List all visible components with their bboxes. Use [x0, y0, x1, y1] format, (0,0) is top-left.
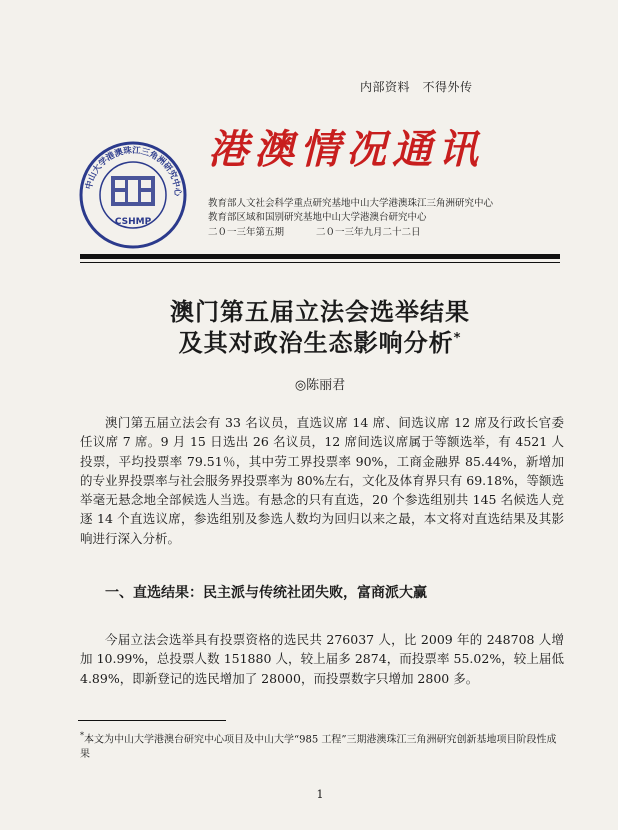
header-rule-thin: [80, 262, 560, 263]
section-heading-1: 一、直选结果：民主派与传统社团失败，富商派大赢: [105, 585, 427, 601]
masthead-title: 港澳情况通讯: [208, 126, 484, 173]
footnote: [80, 728, 564, 762]
body-paragraph-1: 澳门第五届立法会有 33 名议员，直选议席 14 席、间选议席 12 席及行政长官委任议席 7 席。9 月 15 日选出 26 名议员，12 席间选议席属于等额选举，有 4521 人投票，平均投票率 79.51％，其中劳工界投票率 90%，工商金融界 85.44%，新增加的专业界投票率与社会服务界投票率为 80%左右，文化及体育界只有 69.18%，等额选举毫无悬念地全部候选人当选。有悬念的只有直选，20 个参选组别共 145 名候选人竞逐 14 个直选议席，参选组别及参选人数均为回归以来之最，本文将对直选结果及其影响进行深入分析。: [80, 415, 564, 546]
institution-line-1: 教育部人文社会科学重点研究基地中山大学港澳珠江三角洲研究中心: [208, 198, 494, 209]
title-footnote-mark: *: [453, 331, 462, 346]
article-title-line-1: 澳门第五届立法会选举结果: [170, 298, 470, 326]
footnote-rule: [78, 720, 226, 721]
page-number: 1: [316, 788, 324, 801]
classification-label: 内部资料 不得外传: [360, 80, 473, 94]
issue-number: 二０一三年第五期: [208, 227, 285, 238]
body-paragraph-2: 今届立法会选举具有投票资格的选民共 276037 人，比 2009 年的 248708 人增加 10.99%，总投票人数 151880 人，较上届多 2874，而投票率 55.02%，较上届低 4.89%，即新登记的选民增加了 28000，而投票数字只增加 2800 多。: [80, 632, 564, 686]
research-center-seal: [78, 140, 188, 250]
issue-date: 二０一三年九月二十二日: [316, 227, 421, 238]
article-title-line-2: [80, 323, 560, 358]
issue-line: [208, 227, 568, 239]
footnote-text: 本文为中山大学港澳台研究中心项目及中山大学“985 工程”三期港澳珠江三角洲研究创新基地项目阶段性成果: [80, 734, 557, 761]
footnote-mark: *: [80, 731, 84, 740]
seal-abbreviation: CSHMP: [114, 217, 152, 227]
institution-line-2: 教育部区域和国别研究基地中山大学港澳台研究中心: [208, 212, 427, 223]
author-byline: ◎陈丽君: [294, 378, 346, 393]
article-title-text: 及其对政治生态影响分析: [178, 329, 454, 357]
seal-ring-text: 中山大学港澳珠江三角洲研究中心: [84, 145, 183, 197]
header-rule-thick: [80, 254, 560, 259]
